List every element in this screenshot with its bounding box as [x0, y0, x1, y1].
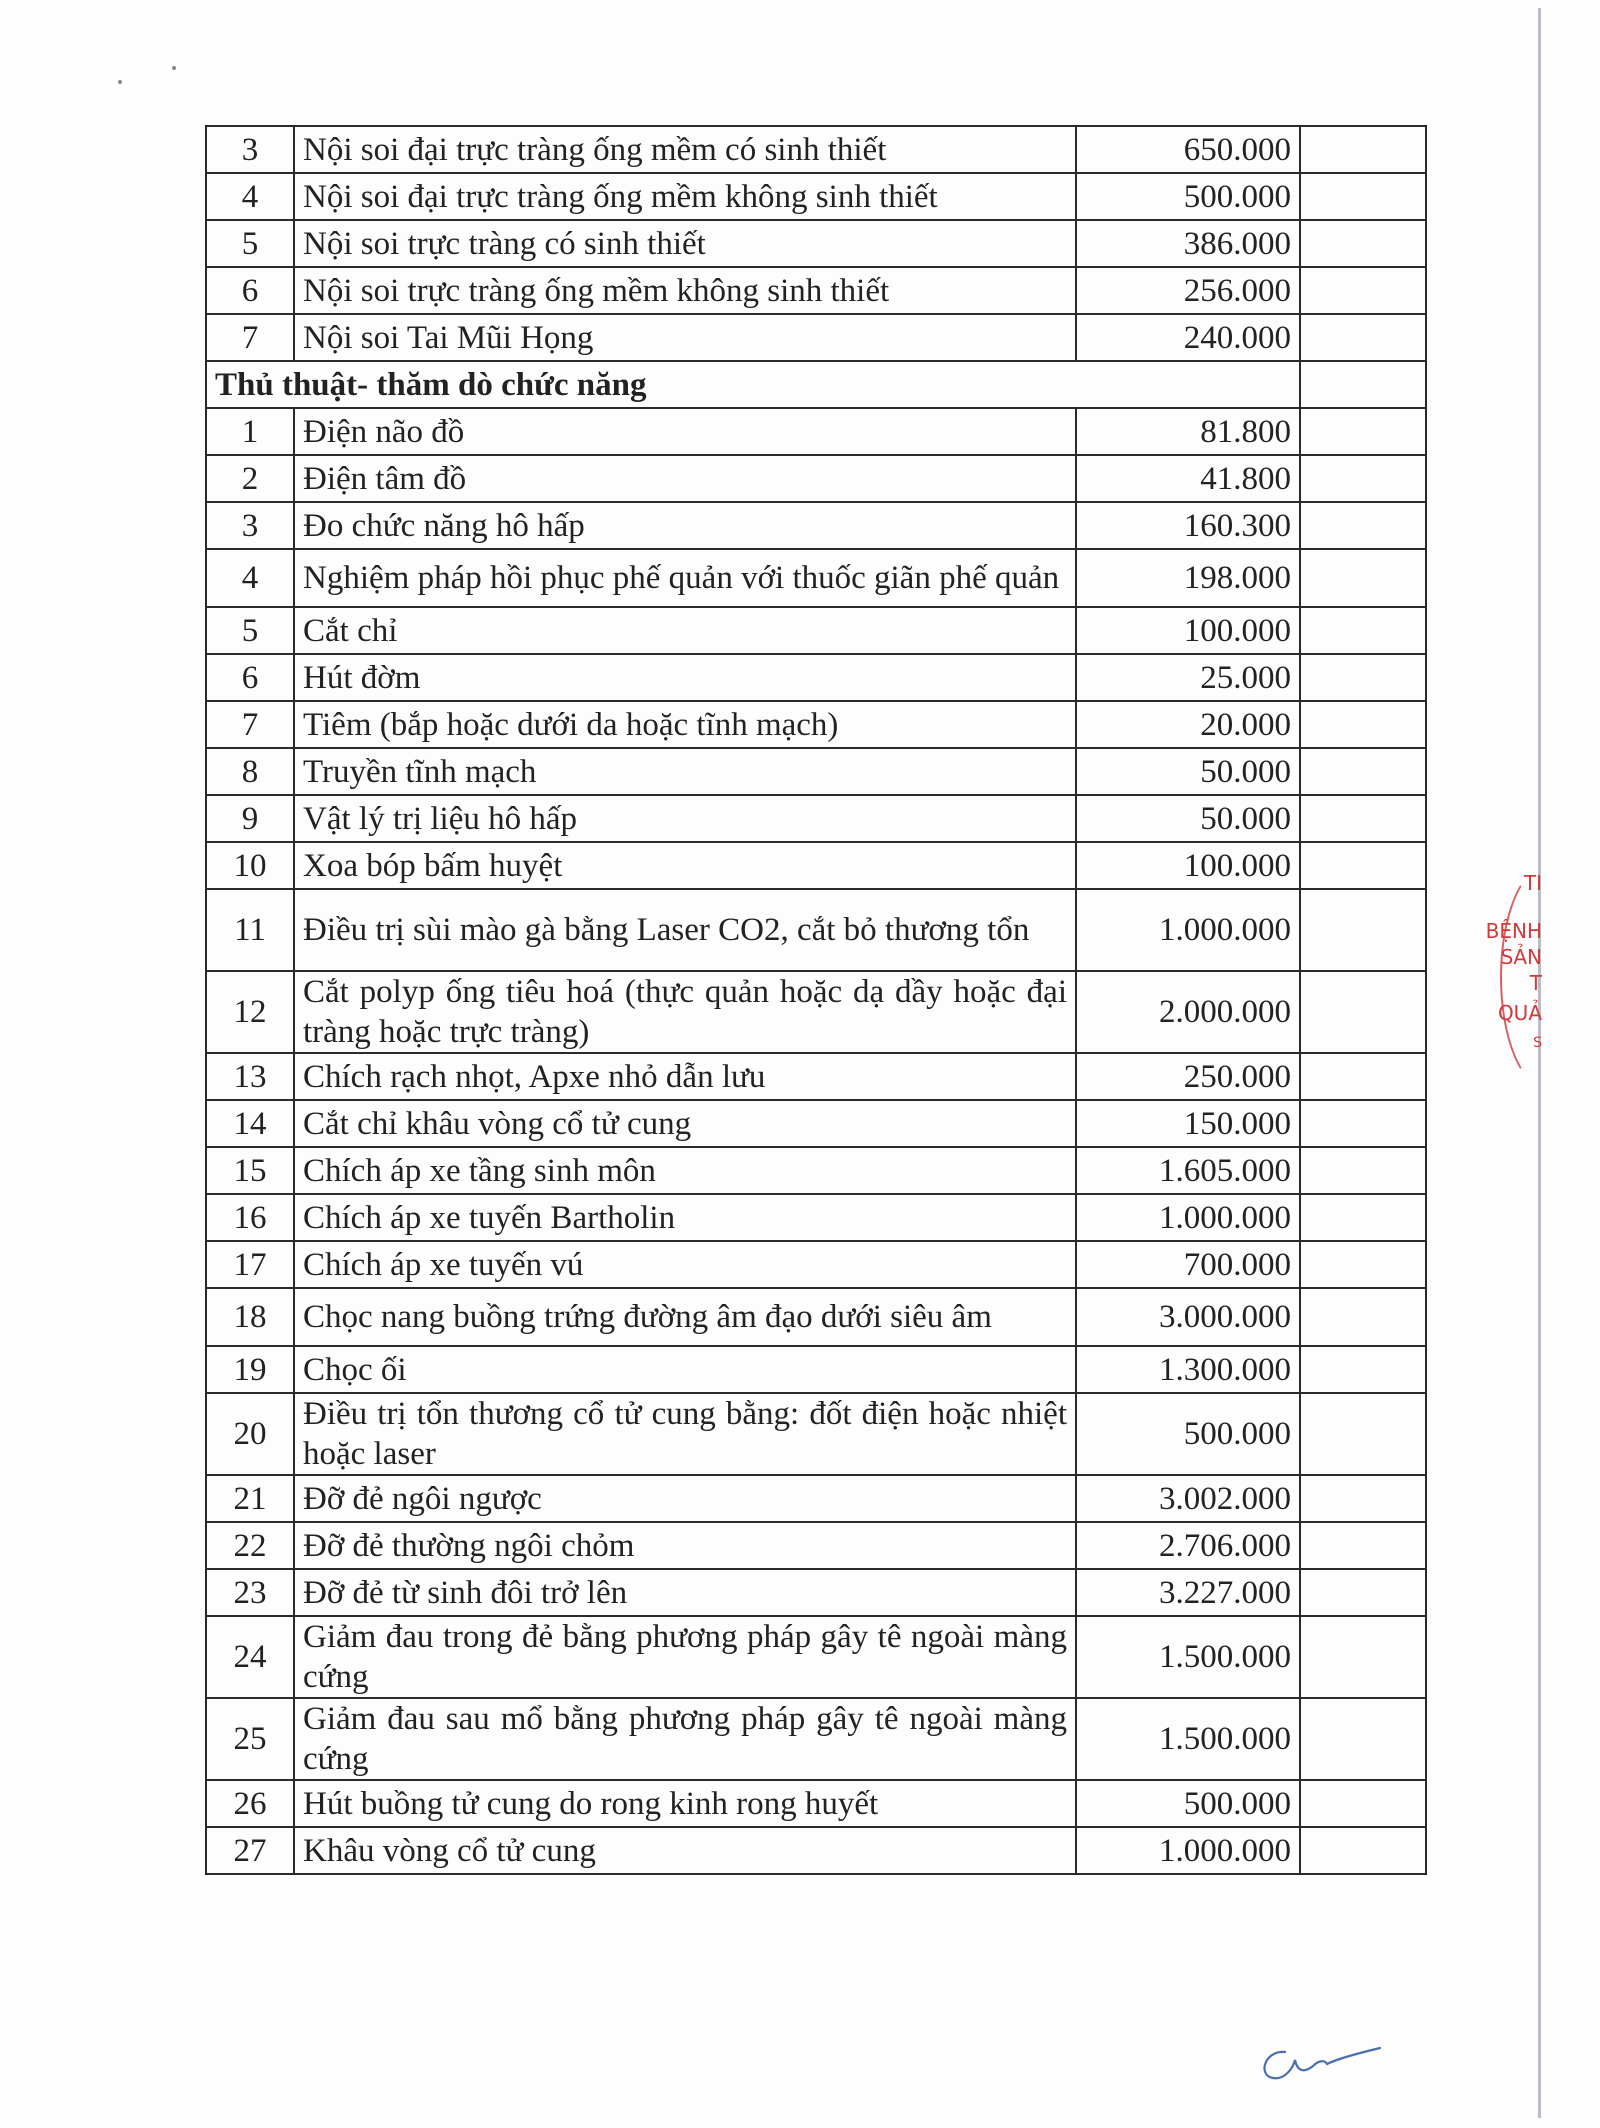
table-row — [206, 1241, 1426, 1288]
service-price: 100.000 — [1076, 842, 1300, 889]
service-price: 1.300.000 — [1076, 1346, 1300, 1393]
stamp-text: S — [1533, 1035, 1542, 1051]
table-row — [206, 1100, 1426, 1147]
service-price: 1.000.000 — [1076, 1827, 1300, 1874]
service-name: Truyền tĩnh mạch — [294, 748, 1076, 795]
table-row — [206, 1780, 1426, 1827]
service-name: Điều trị sùi mào gà bằng Laser CO2, cắt bỏ thương tổn — [294, 889, 1076, 971]
note-cell — [1300, 748, 1426, 795]
stamp-arc — [1497, 865, 1594, 1089]
note-cell — [1300, 795, 1426, 842]
table-row — [206, 607, 1426, 654]
service-name: Cắt chỉ — [294, 607, 1076, 654]
service-name: Đo chức năng hô hấp — [294, 502, 1076, 549]
price-table — [205, 125, 1427, 1875]
note-cell — [1300, 842, 1426, 889]
stamp-text: BỆNH — [1485, 919, 1542, 943]
note-cell — [1300, 1698, 1426, 1780]
service-name: Đỡ đẻ từ sinh đôi trở lên — [294, 1569, 1076, 1616]
service-name: Nội soi trực tràng có sinh thiết — [294, 220, 1076, 267]
row-number: 20 — [206, 1393, 294, 1475]
note-cell — [1300, 1827, 1426, 1874]
note-cell — [1300, 220, 1426, 267]
table-row — [206, 314, 1426, 361]
row-number: 15 — [206, 1147, 294, 1194]
service-name: Hút buồng tử cung do rong kinh rong huyết — [294, 1780, 1076, 1827]
row-number: 12 — [206, 971, 294, 1053]
table-row — [206, 1053, 1426, 1100]
service-price: 2.000.000 — [1076, 971, 1300, 1053]
row-number: 13 — [206, 1053, 294, 1100]
note-cell — [1300, 549, 1426, 607]
row-number: 3 — [206, 502, 294, 549]
note-cell — [1300, 1569, 1426, 1616]
row-number: 7 — [206, 314, 294, 361]
service-name: Điện não đồ — [294, 408, 1076, 455]
note-cell — [1300, 889, 1426, 971]
table-row — [206, 549, 1426, 607]
stamp-text: T — [1529, 971, 1542, 995]
row-number: 11 — [206, 889, 294, 971]
row-number: 23 — [206, 1569, 294, 1616]
service-price: 2.706.000 — [1076, 1522, 1300, 1569]
service-name: Nội soi đại trực tràng ống mềm không sinh thiết — [294, 173, 1076, 220]
note-cell — [1300, 1522, 1426, 1569]
note-cell — [1300, 1288, 1426, 1346]
note-cell — [1300, 971, 1426, 1053]
service-price: 240.000 — [1076, 314, 1300, 361]
note-cell — [1300, 126, 1426, 173]
table-row — [206, 1346, 1426, 1393]
service-name: Nội soi trực tràng ống mềm không sinh thiết — [294, 267, 1076, 314]
service-name: Điện tâm đồ — [294, 455, 1076, 502]
initials-signature — [1255, 2030, 1385, 2090]
row-number: 1 — [206, 408, 294, 455]
row-number: 26 — [206, 1780, 294, 1827]
table-row — [206, 1288, 1426, 1346]
table-row — [206, 748, 1426, 795]
table-row — [206, 267, 1426, 314]
note-cell — [1300, 502, 1426, 549]
service-price: 150.000 — [1076, 1100, 1300, 1147]
table-row — [206, 701, 1426, 748]
service-name: Chích áp xe tuyến vú — [294, 1241, 1076, 1288]
table-row — [206, 889, 1426, 971]
service-price: 160.300 — [1076, 502, 1300, 549]
table-row — [206, 502, 1426, 549]
row-number: 5 — [206, 607, 294, 654]
service-price: 25.000 — [1076, 654, 1300, 701]
service-price: 1.500.000 — [1076, 1616, 1300, 1698]
service-price: 386.000 — [1076, 220, 1300, 267]
service-price: 3.002.000 — [1076, 1475, 1300, 1522]
service-name: Chọc nang buồng trứng đường âm đạo dưới siêu âm — [294, 1288, 1076, 1346]
table-row — [206, 795, 1426, 842]
row-number: 25 — [206, 1698, 294, 1780]
service-price: 1.605.000 — [1076, 1147, 1300, 1194]
service-price: 250.000 — [1076, 1053, 1300, 1100]
table-row — [206, 455, 1426, 502]
service-price: 3.227.000 — [1076, 1569, 1300, 1616]
note-cell — [1300, 455, 1426, 502]
note-cell — [1300, 1475, 1426, 1522]
table-row — [206, 1827, 1426, 1874]
table-row — [206, 1147, 1426, 1194]
note-cell — [1300, 1100, 1426, 1147]
service-price: 500.000 — [1076, 1393, 1300, 1475]
table-row — [206, 1393, 1426, 1475]
service-name: Xoa bóp bấm huyệt — [294, 842, 1076, 889]
service-price: 81.800 — [1076, 408, 1300, 455]
note-cell — [1300, 701, 1426, 748]
service-name: Hút đờm — [294, 654, 1076, 701]
table-row — [206, 1698, 1426, 1780]
service-name: Cắt polyp ống tiêu hoá (thực quản hoặc dạ dầy hoặc đại tràng hoặc trực tràng) — [294, 971, 1076, 1053]
service-name: Cắt chỉ khâu vòng cổ tử cung — [294, 1100, 1076, 1147]
row-number: 7 — [206, 701, 294, 748]
service-price: 1.000.000 — [1076, 1194, 1300, 1241]
service-name: Khâu vòng cổ tử cung — [294, 1827, 1076, 1874]
table-row — [206, 971, 1426, 1053]
table-row — [206, 1616, 1426, 1698]
stamp-text: QUẢ — [1497, 1001, 1542, 1025]
row-number: 6 — [206, 654, 294, 701]
row-number: 27 — [206, 1827, 294, 1874]
section-row — [206, 361, 1426, 408]
service-price: 41.800 — [1076, 455, 1300, 502]
service-price: 198.000 — [1076, 549, 1300, 607]
service-name: Đỡ đẻ ngôi ngược — [294, 1475, 1076, 1522]
scan-speck — [118, 80, 122, 84]
service-name: Chích áp xe tuyến Bartholin — [294, 1194, 1076, 1241]
note-cell — [1300, 267, 1426, 314]
row-number: 6 — [206, 267, 294, 314]
table-row — [206, 654, 1426, 701]
row-number: 24 — [206, 1616, 294, 1698]
table-row — [206, 1194, 1426, 1241]
row-number: 17 — [206, 1241, 294, 1288]
service-price: 500.000 — [1076, 173, 1300, 220]
service-name: Nội soi Tai Mũi Họng — [294, 314, 1076, 361]
stamp-text: SẢN — [1500, 945, 1542, 969]
note-cell — [1300, 408, 1426, 455]
service-price: 256.000 — [1076, 267, 1300, 314]
service-price: 500.000 — [1076, 1780, 1300, 1827]
table-row — [206, 1569, 1426, 1616]
service-name: Đỡ đẻ thường ngôi chỏm — [294, 1522, 1076, 1569]
red-stamp — [1485, 870, 1550, 1080]
service-price: 700.000 — [1076, 1241, 1300, 1288]
row-number: 3 — [206, 126, 294, 173]
stamp-text: TI — [1523, 871, 1542, 895]
service-name: Vật lý trị liệu hô hấp — [294, 795, 1076, 842]
service-price: 1.000.000 — [1076, 889, 1300, 971]
row-number: 8 — [206, 748, 294, 795]
row-number: 19 — [206, 1346, 294, 1393]
scan-speck — [172, 66, 176, 70]
row-number: 4 — [206, 173, 294, 220]
table-row — [206, 126, 1426, 173]
note-cell — [1300, 1147, 1426, 1194]
row-number: 4 — [206, 549, 294, 607]
service-name: Giảm đau sau mổ bằng phương pháp gây tê ngoài màng cứng — [294, 1698, 1076, 1780]
row-number: 18 — [206, 1288, 294, 1346]
row-number: 5 — [206, 220, 294, 267]
note-cell — [1300, 1616, 1426, 1698]
note-cell — [1300, 314, 1426, 361]
row-number: 2 — [206, 455, 294, 502]
row-number: 14 — [206, 1100, 294, 1147]
service-name: Tiêm (bắp hoặc dưới da hoặc tĩnh mạch) — [294, 701, 1076, 748]
table-row — [206, 842, 1426, 889]
section-title: Thủ thuật- thăm dò chức năng — [206, 361, 1300, 408]
service-price: 100.000 — [1076, 607, 1300, 654]
table-row — [206, 220, 1426, 267]
note-cell — [1300, 173, 1426, 220]
row-number: 16 — [206, 1194, 294, 1241]
service-name: Nghiệm pháp hồi phục phế quản với thuốc giãn phế quản — [294, 549, 1076, 607]
service-price: 3.000.000 — [1076, 1288, 1300, 1346]
note-cell — [1300, 1194, 1426, 1241]
table-row — [206, 1475, 1426, 1522]
table-row — [206, 1522, 1426, 1569]
note-cell — [1300, 1053, 1426, 1100]
service-name: Chọc ối — [294, 1346, 1076, 1393]
service-name: Nội soi đại trực tràng ống mềm có sinh thiết — [294, 126, 1076, 173]
note-cell — [1300, 1393, 1426, 1475]
service-name: Chích áp xe tầng sinh môn — [294, 1147, 1076, 1194]
service-price: 50.000 — [1076, 748, 1300, 795]
note-cell — [1300, 654, 1426, 701]
note-cell — [1300, 607, 1426, 654]
note-cell — [1300, 361, 1426, 408]
service-price: 50.000 — [1076, 795, 1300, 842]
service-price: 650.000 — [1076, 126, 1300, 173]
note-cell — [1300, 1780, 1426, 1827]
row-number: 22 — [206, 1522, 294, 1569]
service-name: Giảm đau trong đẻ bằng phương pháp gây tê ngoài màng cứng — [294, 1616, 1076, 1698]
service-price: 20.000 — [1076, 701, 1300, 748]
row-number: 21 — [206, 1475, 294, 1522]
note-cell — [1300, 1241, 1426, 1288]
table-row — [206, 173, 1426, 220]
row-number: 9 — [206, 795, 294, 842]
service-name: Điều trị tổn thương cổ tử cung bằng: đốt điện hoặc nhiệt hoặc laser — [294, 1393, 1076, 1475]
service-price: 1.500.000 — [1076, 1698, 1300, 1780]
table-row — [206, 408, 1426, 455]
row-number: 10 — [206, 842, 294, 889]
note-cell — [1300, 1346, 1426, 1393]
service-name: Chích rạch nhọt, Apxe nhỏ dẫn lưu — [294, 1053, 1076, 1100]
